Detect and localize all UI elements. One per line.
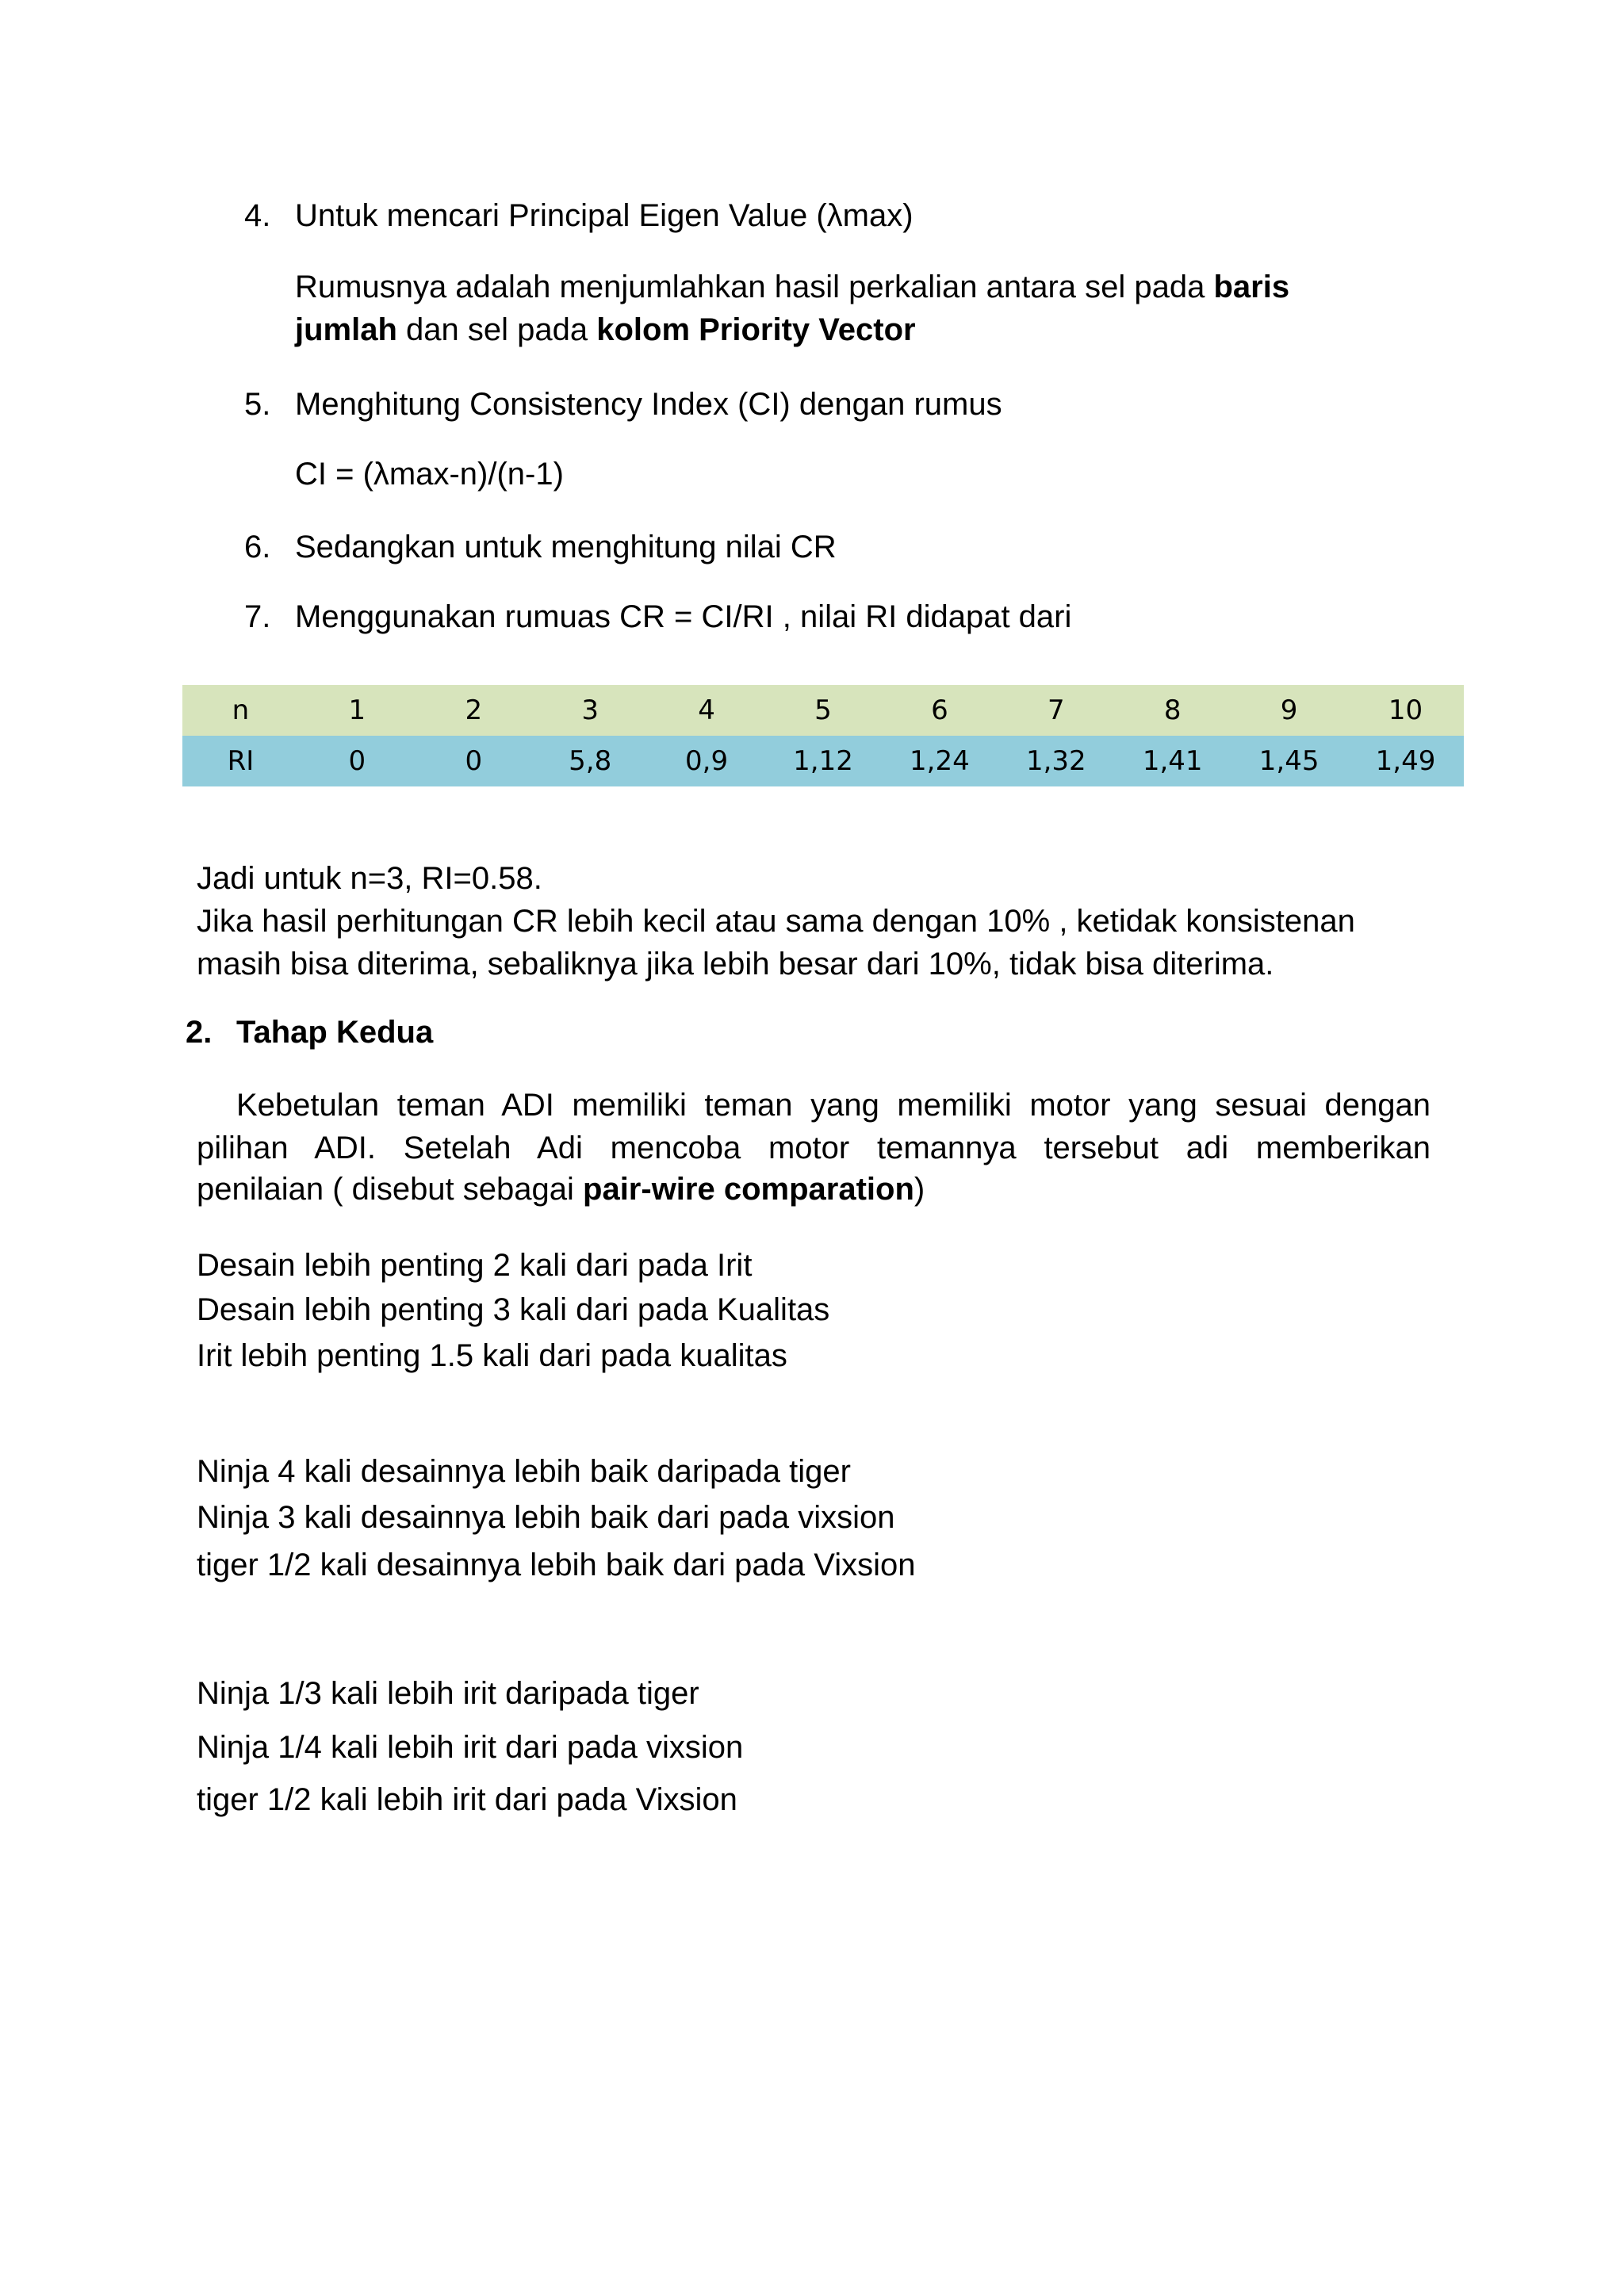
- criteria-comparison: Irit lebih penting 1.5 kali dari pada kualitas: [197, 1338, 787, 1373]
- design-comparison: Ninja 3 kali desainnya lebih baik dari pada vixsion: [197, 1500, 895, 1535]
- table-cell: 1,32: [998, 736, 1114, 786]
- table-cell: 2: [416, 685, 532, 736]
- table-cell: 10: [1347, 685, 1464, 736]
- step-4-desc-bold: jumlah: [295, 312, 397, 347]
- paragraph-line3: [197, 1170, 925, 1208]
- step-number: 4.: [244, 198, 271, 233]
- table-cell: 0: [416, 736, 532, 786]
- table-cell: 4: [649, 685, 765, 736]
- step-4-description-line2: [295, 311, 916, 349]
- paragraph-bold: pair-wire comparation: [583, 1172, 914, 1207]
- table-cell: 8: [1114, 685, 1231, 736]
- criteria-comparison: Desain lebih penting 2 kali dari pada Irit: [197, 1248, 753, 1283]
- step-5-text: Menghitung Consistency Index (CI) dengan rumus: [295, 387, 1002, 422]
- table-cell: 5: [765, 685, 882, 736]
- step-4-desc-bold: baris: [1213, 270, 1290, 304]
- cr-rule-line2: masih bisa diterima, sebaliknya jika lebih besar dari 10%, tidak bisa diterima.: [197, 947, 1274, 982]
- step-4-desc-text: dan sel pada: [396, 312, 597, 347]
- table-cell: 1,49: [1347, 736, 1464, 786]
- ci-formula: CI = (λmax-n)/(n-1): [295, 457, 564, 492]
- table-cell: 1: [299, 685, 416, 736]
- step-4-desc-text: Rumusnya adalah menjumlahkan hasil perkalian antara sel pada: [295, 270, 1214, 304]
- paragraph-line2: pilihan ADI. Setelah Adi mencoba motor temannya tersebut adi memberikan: [197, 1131, 1431, 1165]
- step-7-text: Menggunakan rumuas CR = CI/RI , nilai RI didapat dari: [295, 599, 1072, 634]
- design-comparison: tiger 1/2 kali desainnya lebih baik dari pada Vixsion: [197, 1548, 916, 1582]
- ri-conclusion: Jadi untuk n=3, RI=0.58.: [197, 861, 542, 896]
- ri-table-row-n: [182, 685, 1464, 736]
- design-comparison: Ninja 4 kali desainnya lebih baik daripada tiger: [197, 1454, 851, 1489]
- table-cell: 7: [998, 685, 1114, 736]
- ri-table: [182, 685, 1464, 786]
- table-cell: 5,8: [532, 736, 649, 786]
- table-cell: 0: [299, 736, 416, 786]
- irit-comparison: Ninja 1/4 kali lebih irit dari pada vixsion: [197, 1730, 744, 1765]
- cr-rule-line1: Jika hasil perhitungan CR lebih kecil atau sama dengan 10% , ketidak konsistenan: [197, 904, 1355, 939]
- table-cell: 1,12: [765, 736, 882, 786]
- table-cell: 6: [881, 685, 998, 736]
- section-title: Tahap Kedua: [236, 1015, 434, 1050]
- step-6-text: Sedangkan untuk menghitung nilai CR: [295, 530, 837, 564]
- irit-comparison: tiger 1/2 kali lebih irit dari pada Vixsion: [197, 1782, 737, 1817]
- step-number: 5.: [244, 387, 271, 422]
- paragraph-text: ): [914, 1172, 925, 1207]
- table-cell: 3: [532, 685, 649, 736]
- paragraph-line1: Kebetulan teman ADI memiliki teman yang memiliki motor yang sesuai dengan: [236, 1088, 1431, 1123]
- irit-comparison: Ninja 1/3 kali lebih irit daripada tiger: [197, 1676, 699, 1711]
- table-cell: 1,24: [881, 736, 998, 786]
- table-cell: RI: [182, 736, 299, 786]
- step-number: 7.: [244, 599, 271, 634]
- table-cell: 1,45: [1231, 736, 1347, 786]
- step-4-description-line1: [295, 268, 1289, 306]
- step-number: 6.: [244, 530, 271, 564]
- paragraph-text: penilaian ( disebut sebagai: [197, 1172, 584, 1207]
- ri-table-row-ri: [182, 736, 1464, 786]
- table-cell: 1,41: [1114, 736, 1231, 786]
- step-4-text: Untuk mencari Principal Eigen Value (λmax): [295, 198, 914, 233]
- criteria-comparison: Desain lebih penting 3 kali dari pada Kualitas: [197, 1292, 830, 1327]
- table-cell: 9: [1231, 685, 1347, 736]
- section-number: 2.: [186, 1015, 213, 1050]
- table-cell: 0,9: [649, 736, 765, 786]
- table-cell: n: [182, 685, 299, 736]
- step-4-desc-bold: kolom Priority Vector: [596, 312, 916, 347]
